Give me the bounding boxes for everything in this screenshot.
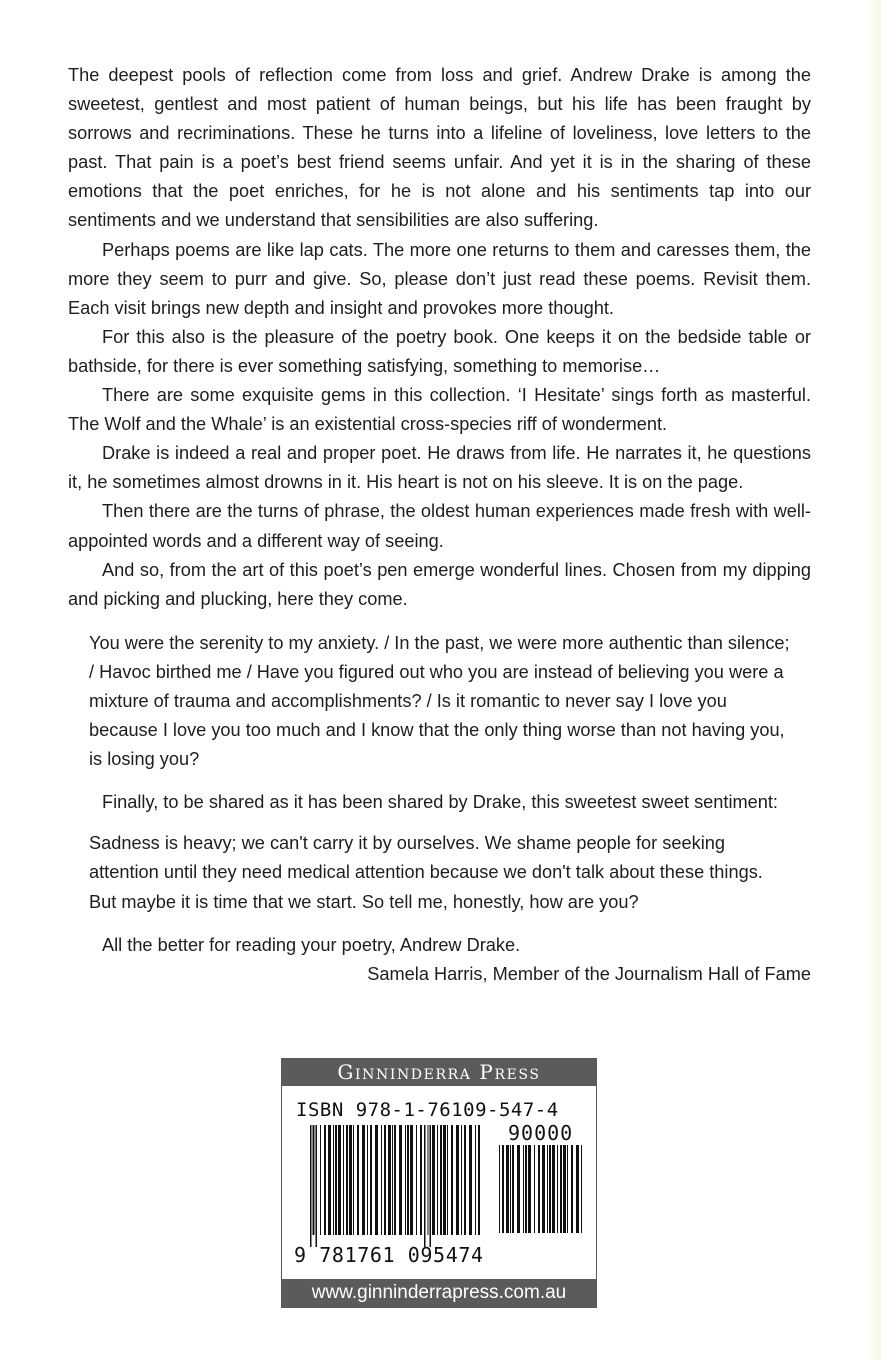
barcode-bar [432, 1125, 435, 1235]
barcode-bar [362, 1125, 365, 1235]
barcode-bar [420, 1125, 422, 1235]
quote-two: Sadness is heavy; we can't carry it by ourselves. We shame people for seeking attention until they need medical attention because we don't talk about these things. But maybe it is time that we start. So tell me, honestly, how are you? [89, 833, 763, 912]
barcode-bar [512, 1145, 514, 1233]
barcode-digits: 9 781761 095474 [294, 1243, 484, 1267]
barcode-bar [384, 1125, 386, 1235]
barcode-bar [443, 1125, 446, 1235]
barcode-bar [547, 1145, 548, 1233]
barcode-bar [316, 1125, 318, 1247]
barcode-bar [517, 1145, 520, 1233]
barcode-bar [557, 1145, 558, 1233]
barcode-bar [464, 1125, 466, 1235]
barcode-bar [552, 1145, 555, 1233]
barcode-bar [335, 1125, 337, 1235]
paragraph-7: And so, from the art of this poet’s pen emerge wonderful lines. Chosen from my dipping and picking and plucking, here they come. [68, 559, 811, 609]
barcode-bar [407, 1125, 409, 1235]
barcode-bar [528, 1145, 531, 1233]
barcode-bar [357, 1125, 359, 1235]
barcode-bar [388, 1125, 391, 1235]
barcode-bar [416, 1125, 417, 1235]
barcode-bar [328, 1125, 331, 1235]
barcode-bar [506, 1145, 509, 1233]
barcode-bar [313, 1125, 315, 1235]
barcode-bar [405, 1125, 406, 1235]
attribution: Samela Harris, Member of the Journalism Hall of Fame [367, 963, 811, 984]
intro-two: Finally, to be shared as it has been shared by Drake, this sweetest sweet sentiment: [102, 792, 778, 813]
barcode-bar [523, 1145, 524, 1233]
paragraph-6: Then there are the turns of phrase, the oldest human experiences made fresh with well-appointed words and a different way of seeing. [68, 501, 811, 551]
barcode-bar [534, 1145, 535, 1233]
barcode-bar [333, 1125, 334, 1235]
paragraph-2: Perhaps poems are like lap cats. The more one returns to them and caresses them, the more they seem to purr and give. So, please don’t just read these poems. Revisit them. Each visit brings new depth and insight and provokes more thought. [68, 239, 811, 318]
barcode-bar [399, 1125, 402, 1235]
barcode-bar [381, 1125, 382, 1235]
barcode-bar [349, 1125, 352, 1235]
barcode-bar [447, 1125, 448, 1235]
quote-one: You were the serenity to my anxiety. / In the past, we were more authentic than silence; / Havoc birthed me / Have you figured out who you are instead of believing you were a mixture of trauma and accomplishments? / Is it romantic to never say I love you because I love you too much and I know that the only thing worse than not having you, is losing you? [89, 632, 790, 770]
isbn-number: ISBN 978-1-76109-547-4 [296, 1099, 559, 1121]
publisher-name: Ginninderra Press [282, 1059, 596, 1086]
barcode-bar [461, 1125, 462, 1235]
barcode-bar [410, 1125, 413, 1235]
barcode-bar [343, 1125, 344, 1235]
barcode-bar [394, 1125, 396, 1235]
barcode-bar [510, 1145, 511, 1233]
barcode-bar [367, 1125, 368, 1235]
barcode-bar [542, 1145, 545, 1233]
price-addon-digits: 90000 [508, 1121, 574, 1145]
barcode-bar [440, 1125, 442, 1235]
barcode-bar [475, 1125, 476, 1235]
barcode-bar [375, 1125, 378, 1235]
page-edge [867, 0, 881, 1360]
barcode-bar [424, 1125, 426, 1247]
barcode-bar [563, 1145, 566, 1233]
barcode-bar [581, 1145, 582, 1233]
barcode-bar [437, 1125, 438, 1235]
addon-barcode [499, 1145, 585, 1243]
barcode-bar [560, 1145, 562, 1233]
barcode-bar [478, 1125, 480, 1235]
barcode-bar [567, 1145, 568, 1233]
barcode-bar [346, 1125, 348, 1235]
barcode-bar [549, 1145, 551, 1233]
barcode-bar [310, 1125, 312, 1247]
barcode-bar [430, 1125, 432, 1247]
barcode-bar [370, 1125, 372, 1235]
barcode-bar [538, 1145, 540, 1233]
back-cover-text [68, 61, 811, 989]
barcode-bar [392, 1125, 393, 1235]
barcode-bar [324, 1125, 326, 1235]
paragraph-3: For this also is the pleasure of the poetry book. One keeps it on the bedside table or bathside, for there is ever something satisfying, something to memorise… [68, 326, 811, 376]
barcode-bar [576, 1145, 579, 1233]
barcode-bar [456, 1125, 459, 1235]
barcode-bar [571, 1145, 573, 1233]
barcode-bar [353, 1125, 354, 1235]
barcode-bar [320, 1125, 321, 1235]
paragraph-1: The deepest pools of reflection come from loss and grief. Andrew Drake is among the sweetest, gentlest and most patient of human beings, but his life has been fraught by sorrows and recriminations. These he turns into a lifeline of loveliness, love letters to the past. That pain is a poet’s best friend seems unfair. And yet it is in the sharing of these emotions that the poet enriches, for he is not alone and his sentiments tap into our sentiments and we understand that sensibilities are also suffering. [68, 65, 811, 231]
barcode-bar [469, 1125, 472, 1235]
barcode-bar [499, 1145, 500, 1233]
publisher-website: www.ginninderrapress.com.au [282, 1279, 596, 1307]
paragraph-4: There are some exquisite gems in this collection. ‘I Hesitate’ sings forth as masterful. The Wolf and the Whale’ is an existential cross-species riff of wonderment. [68, 385, 811, 435]
barcode-bar [525, 1145, 527, 1233]
barcode-bar [338, 1125, 341, 1235]
barcode-bar [451, 1125, 453, 1235]
paragraph-5: Drake is indeed a real and proper poet. He draws from life. He narrates it, he questions it, he sometimes almost drowns in it. His heart is not on his sleeve. It is on the page. [68, 443, 811, 493]
barcode-bar [428, 1125, 429, 1235]
barcode-bar [502, 1145, 504, 1233]
isbn-barcode-panel [281, 1058, 597, 1308]
closing-line: All the better for reading your poetry, Andrew Drake. [102, 934, 521, 955]
ean13-barcode [310, 1125, 482, 1249]
